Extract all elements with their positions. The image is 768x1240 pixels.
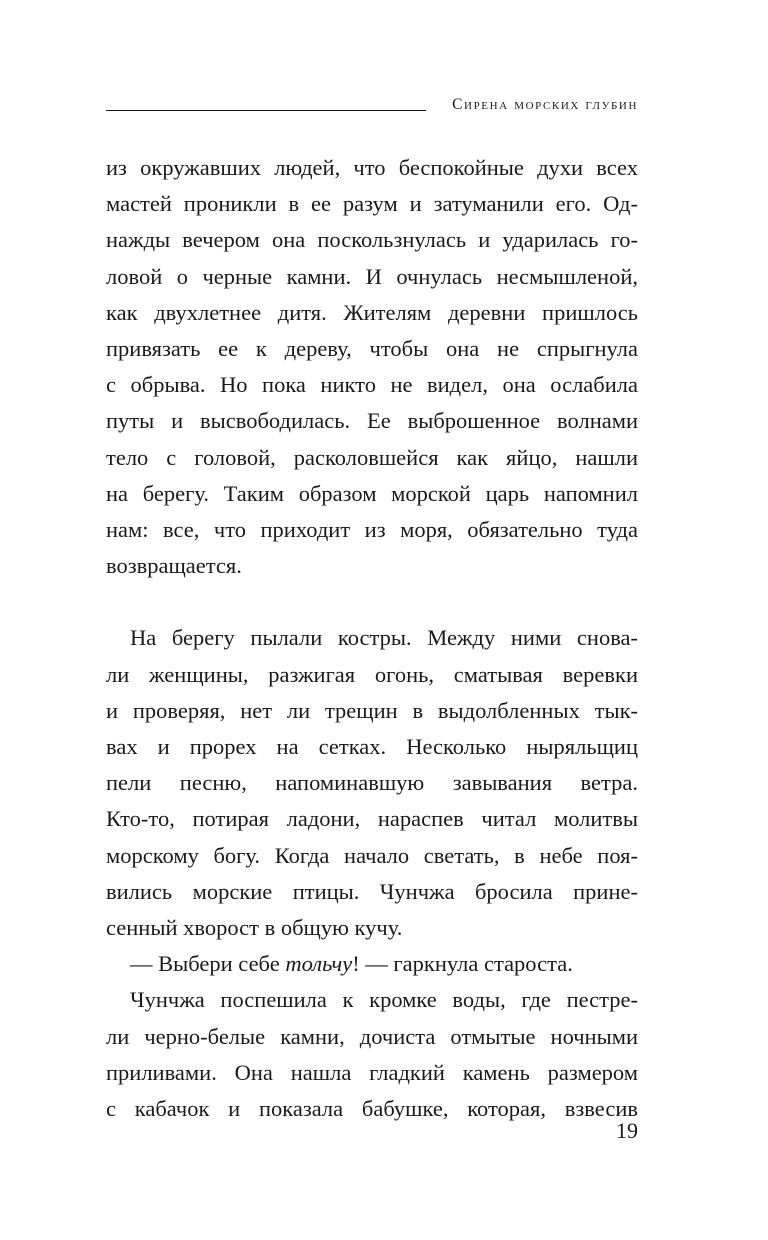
text-line: тело с головой, расколовшейся как яйцо, нашли (106, 444, 638, 470)
text-line: Чунчжа поспешила к кромке воды, где пестре- (130, 987, 638, 1013)
page-number: 19 (616, 1118, 638, 1143)
text-line: вились морские птицы. Чунчжа бросила прине- (106, 878, 638, 904)
text-line: ли женщины, разжигая огонь, сматывая веревки (106, 661, 638, 687)
running-head-title: Сирена морских глубин (452, 96, 638, 113)
text-line: На берегу пылали костры. Между ними снова- (130, 625, 638, 651)
text-line: ли черно-белые камни, дочиста отмытые ночными (106, 1023, 638, 1049)
text-line: с кабачок и показала бабушке, которая, взвесив (106, 1095, 638, 1121)
dialogue-after: ! — гаркнула староста. (352, 951, 573, 977)
dialogue-line (106, 946, 638, 982)
section-break (106, 584, 638, 620)
text-line: сенный хворост в общую кучу. (106, 914, 403, 940)
text-line: нажды вечером она поскользнулась и ударилась го- (106, 227, 638, 253)
text-line: как двухлетнее дитя. Жителям деревни пришлось (106, 299, 638, 325)
text-line: из окружавших людей, что беспокойные духи всех (106, 155, 638, 180)
text-line: морскому богу. Когда начало светать, в небе поя- (106, 842, 638, 868)
text-line: и проверяя, нет ли трещин в выдолбленных тык- (106, 697, 638, 723)
text-line: путы и высвободилась. Ее выброшенное волнами (106, 408, 638, 434)
text-line: ловой о черные камни. И очнулась несмышленой, (106, 263, 638, 289)
text-line: вах и прорех на сетках. Несколько ныряльщиц (106, 734, 638, 759)
text-line: возвращается. (106, 553, 242, 579)
dialogue-before: — Выбери себе (130, 951, 286, 977)
body-text (106, 150, 638, 1127)
text-line: пели песню, напоминавшую завывания ветра. (106, 770, 638, 796)
header-rule (106, 110, 426, 111)
dialogue-italic-word: тольчу (285, 951, 353, 977)
text-line: Кто-то, потирая ладони, нараспев читал молитвы (106, 806, 638, 832)
text-line: мастей проникли в ее разум и затуманили его. Од- (106, 191, 638, 217)
text-line: на берегу. Таким образом морской царь напомнил (106, 480, 638, 506)
running-head (106, 96, 638, 118)
text-line: с обрыва. Но пока никто не видел, она ослабила (106, 372, 638, 398)
text-line: привязать ее к дереву, чтобы она не спрыгнула (106, 335, 638, 361)
text-line: нам: все, что приходит из моря, обязательно туда (106, 516, 638, 542)
text-line: приливами. Она нашла гладкий камень размером (106, 1059, 638, 1085)
